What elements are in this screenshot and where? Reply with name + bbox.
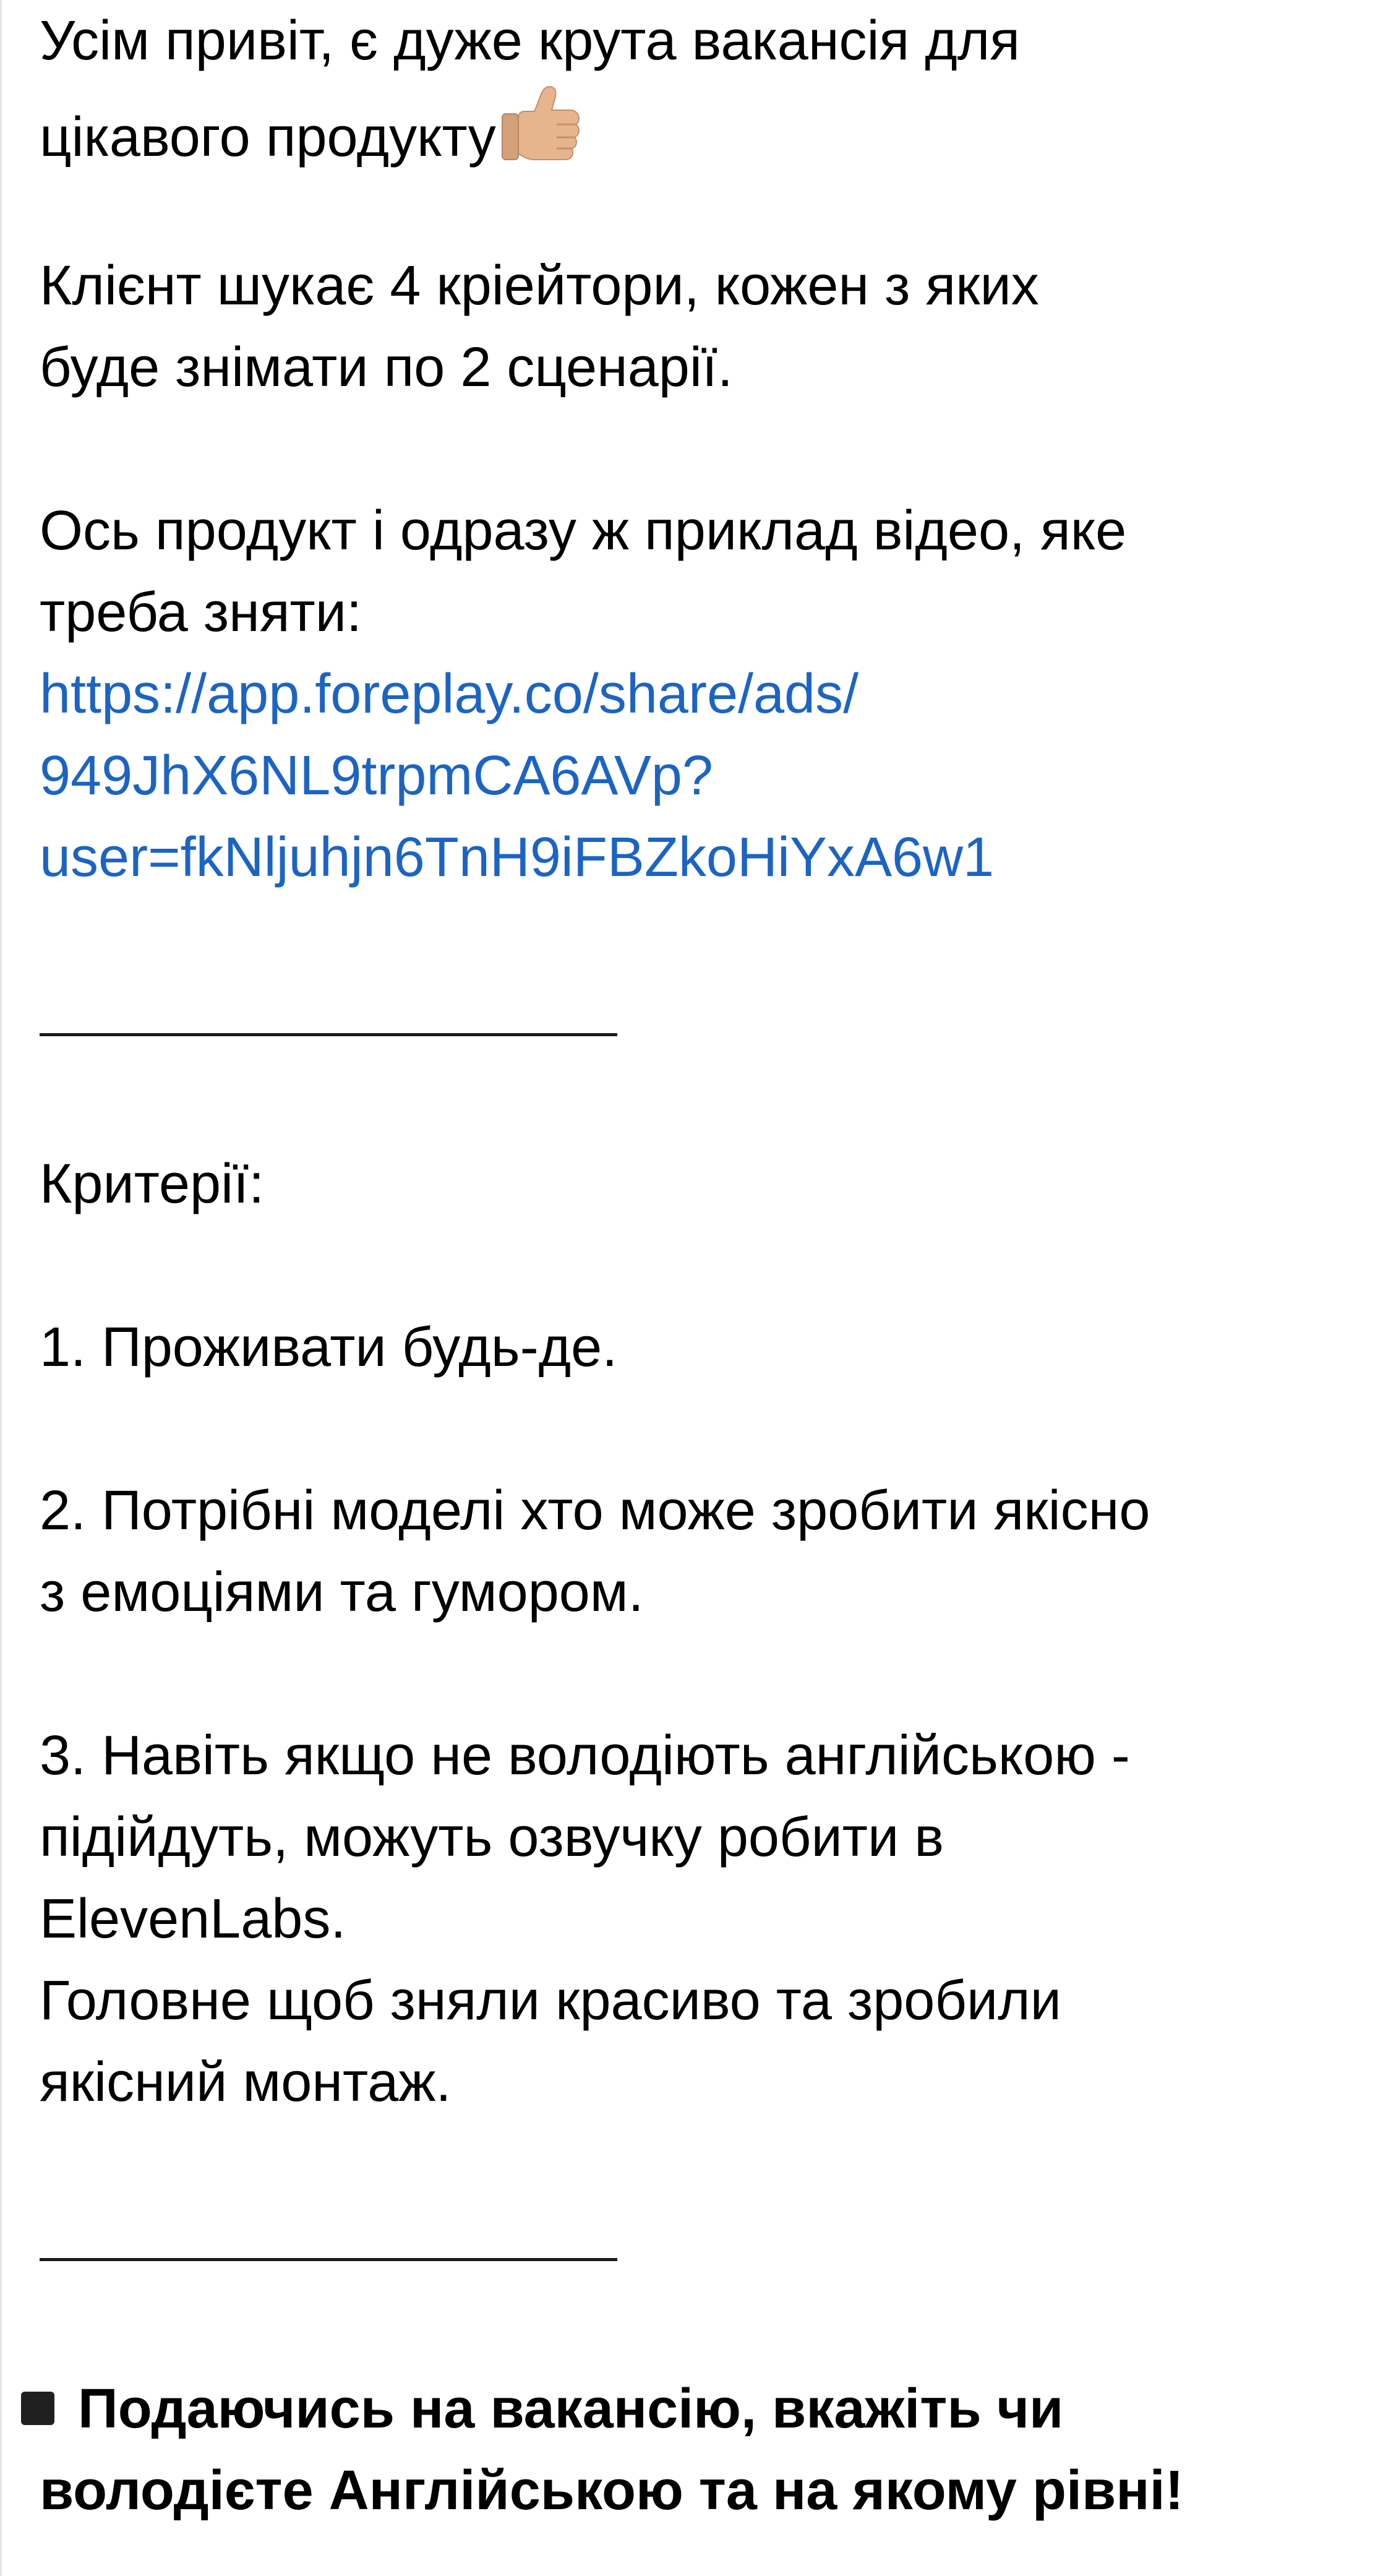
thumbs-up-icon [500, 82, 581, 183]
criteria-item-3-line-2: підійдуть, можуть озвучку робити в [40, 1806, 944, 1868]
criteria-item-3-line-5: якісний монтаж. [40, 2051, 452, 2113]
spacer [40, 1388, 1357, 1470]
note-line-1 [0, 2368, 1357, 2450]
greeting-line-2-text: цікавого продукту [40, 106, 496, 168]
criteria-item-1: 1. Проживати будь-де. [40, 1316, 618, 1378]
link-line-2[interactable] [40, 735, 1357, 817]
rule-line [40, 2258, 617, 2261]
black-square-icon [21, 2392, 54, 2425]
criteria-item-2-line-2: з емоціями та гумором. [40, 1561, 644, 1623]
product-line-2: треба зняти: [40, 582, 362, 643]
spacer [40, 898, 1357, 980]
spacer [40, 2123, 1357, 2205]
foreplay-link-part-2[interactable]: 949JhX6NL9trpmCA6AVp? [40, 745, 713, 807]
horizontal-rule [40, 2205, 1357, 2286]
foreplay-link-part-1[interactable]: https://app.foreplay.co/share/ads/ [40, 663, 859, 725]
link-line-1[interactable] [40, 653, 1357, 735]
criteria-heading: Критерії: [40, 1153, 265, 1215]
spacer [40, 1633, 1357, 1715]
link-line-3[interactable] [40, 817, 1357, 898]
note-line-1-text: Подаючись на вакансію, вкажіть чи [78, 2378, 1064, 2440]
client-line-1: Клієнт шукає 4 кріейтори, кожен з яких [40, 255, 1039, 317]
rule-line [40, 1033, 617, 1036]
note-line-2: володієте Англійською та на якому рівні! [40, 2460, 1184, 2522]
foreplay-link-part-3[interactable]: user=fkNljuhjn6TnH9iFBZkoHiYxA6w1 [40, 826, 995, 888]
greeting-line-1: Усім привіт, є дуже крута вакансія для [40, 10, 1021, 72]
criteria-item-2-line-1: 2. Потрібні моделі хто може зробити якісно [40, 1480, 1150, 1542]
spacer [40, 2286, 1357, 2368]
left-edge-divider [0, 0, 2, 2576]
criteria-item-3-line-1: 3. Навіть якщо не володіють англійською - [40, 1725, 1130, 1787]
criteria-item-3-line-4: Головне щоб зняли красиво та зробили [40, 1970, 1061, 2032]
message-text [40, 0, 1357, 2531]
spacer [40, 1225, 1357, 1307]
product-line-1: Ось продукт і одразу ж приклад відео, яке [40, 500, 1127, 562]
spacer [40, 1062, 1357, 1143]
spacer [40, 163, 1357, 245]
horizontal-rule [40, 980, 1357, 1062]
client-line-2: буде знімати по 2 сценарії. [40, 337, 733, 398]
criteria-item-3-line-3: ElevenLabs. [40, 1888, 346, 1950]
spacer [40, 408, 1357, 490]
greeting-line-2 [40, 82, 1357, 168]
